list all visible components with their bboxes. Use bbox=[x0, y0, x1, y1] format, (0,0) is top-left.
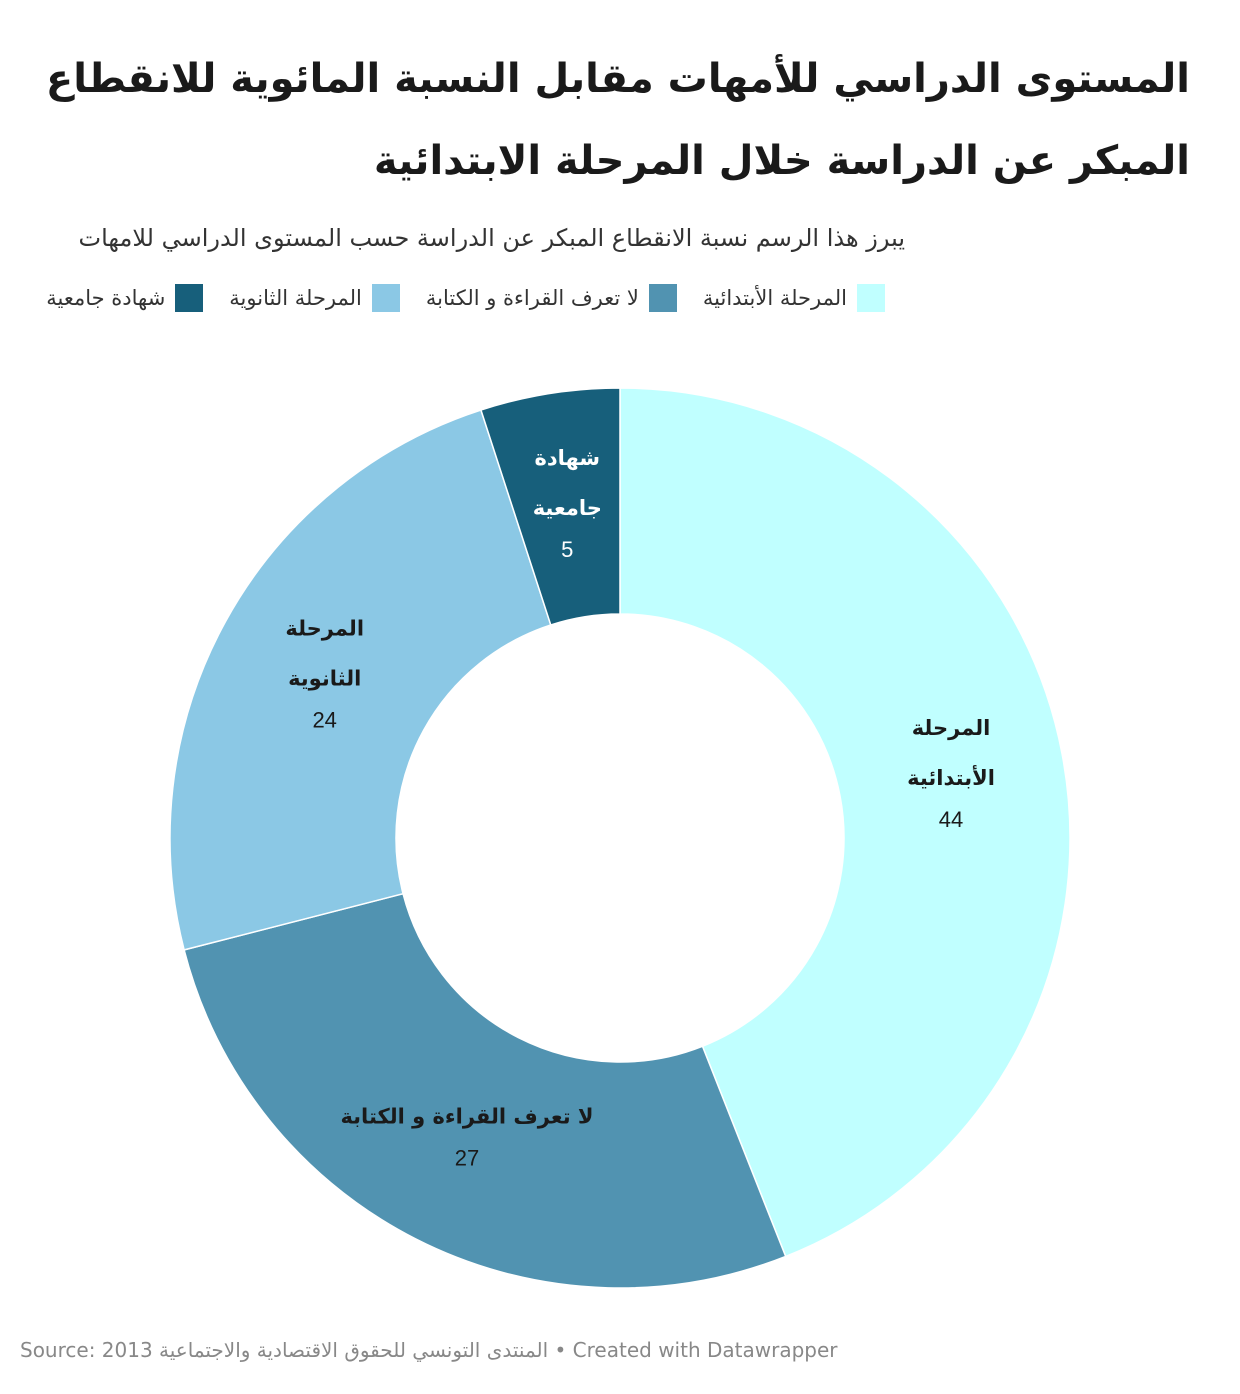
legend-label: المرحلة الثانوية bbox=[229, 286, 362, 310]
slice-value: 24 bbox=[312, 707, 337, 733]
source-footer: Source: 2013 المنتدى التونسي للحقوق الاقتصادية والاجتماعية • Created with Datawrapper bbox=[20, 1338, 838, 1362]
legend-label: شهادة جامعية bbox=[46, 286, 166, 310]
slice-label-text: الثانوية bbox=[288, 666, 362, 691]
slice-label-text: جامعية bbox=[532, 496, 602, 521]
slice-label-text: شهادة bbox=[534, 446, 601, 471]
slice-label-text: المرحلة bbox=[285, 616, 365, 641]
slice-label-text: الأبتدائية bbox=[907, 765, 995, 790]
chart-subtitle: يبرز هذا الرسم نسبة الانقطاع المبكر عن الدراسة حسب المستوى الدراسي للامهات bbox=[78, 224, 905, 252]
slice-value: 44 bbox=[938, 806, 964, 832]
donut-slice bbox=[184, 894, 786, 1288]
legend-label: لا تعرف القراءة و الكتابة bbox=[425, 286, 639, 310]
legend-label: المرحلة الأبتدائية bbox=[702, 286, 847, 310]
slice-value: 27 bbox=[454, 1145, 480, 1171]
slice-label-text: المرحلة bbox=[911, 715, 991, 740]
slice-label-text: لا تعرف القراءة و الكتابة bbox=[340, 1104, 594, 1129]
chart-title: المستوى الدراسي للأمهات مقابل النسبة المائوية للانقطاع المبكر عن الدراسة خلال المرحلة الابتدائية bbox=[45, 56, 1190, 184]
slice-value: 5 bbox=[561, 537, 574, 563]
